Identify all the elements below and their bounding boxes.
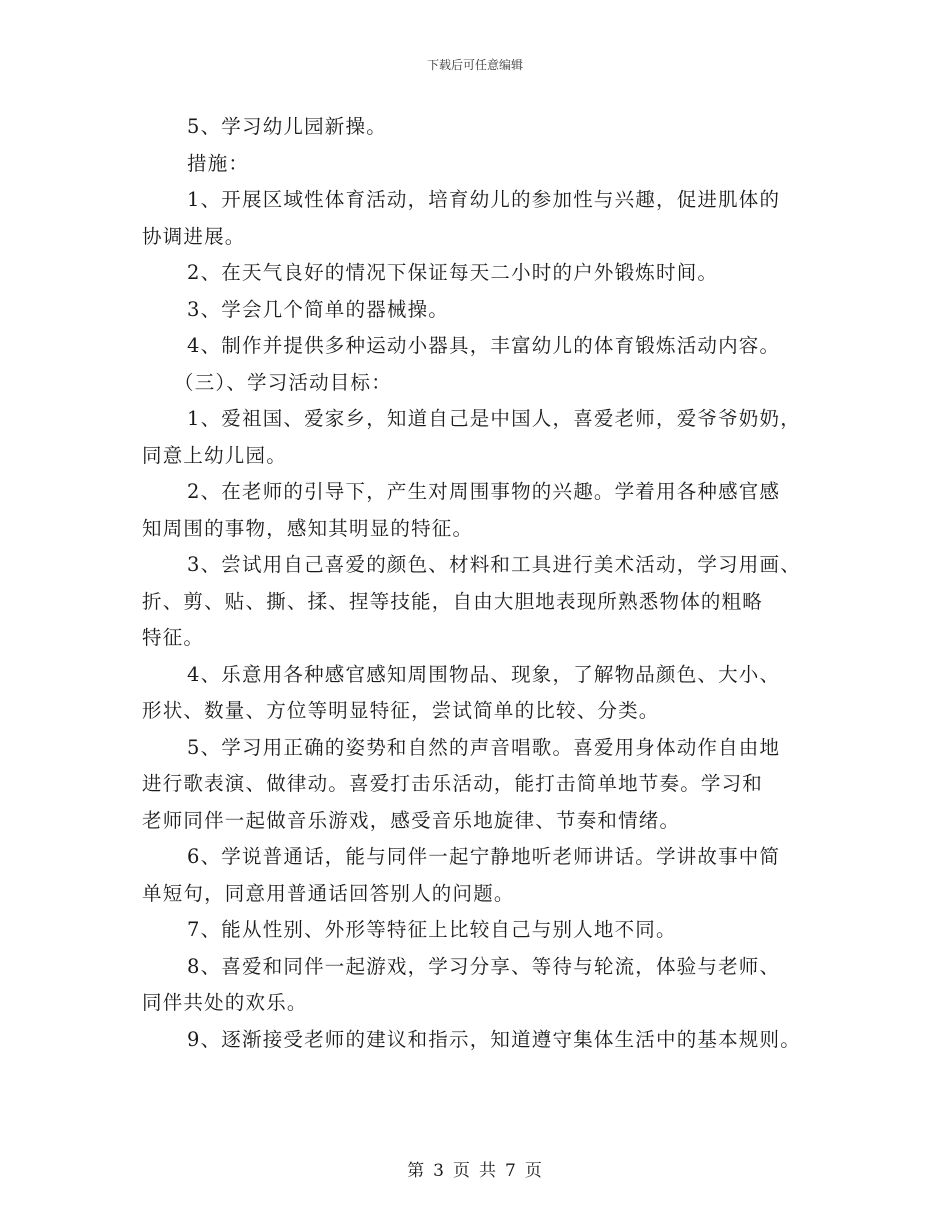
paragraph-line: 同伴共处的欢乐。	[142, 991, 308, 1014]
section-heading: （三）、学习活动目标：	[174, 370, 392, 394]
footer-gong: 共	[479, 1161, 497, 1181]
paragraph-line: 7、能从性别、外形等特征上比较自己与别人地不同。	[187, 918, 677, 941]
paragraph-line: 5、学习用正确的姿势和自然的声音唱歌。喜爱用身体动作自由地	[187, 735, 781, 759]
footer-ye2: 页	[524, 1161, 543, 1181]
footer-total-pages: 7	[505, 1161, 517, 1181]
paragraph-line: 8、喜爱和同伴一起游戏，学习分享、等待与轮流，体验与老师、	[187, 954, 781, 978]
paragraph-line: 3、学会几个简单的器械操。	[187, 297, 450, 321]
paragraph-line: 4、制作并提供多种运动小器具，丰富幼儿的体育锻炼活动内容。	[187, 334, 781, 357]
paragraph-line: 6、学说普通话，能与同伴一起宁静地听老师讲话。学讲故事中简	[187, 845, 781, 868]
paragraph-line: 1、开展区域性体育活动，培育幼儿的参加性与兴趣，促进肌体的	[187, 188, 781, 211]
paragraph-line: 4、乐意用各种感官感知周围物品、现象，了解物品颜色、大小、	[187, 662, 781, 686]
footer-ye: 页	[453, 1161, 471, 1181]
paragraph-line: 2、在老师的引导下，产生对周围事物的兴趣。学着用各种感官感	[187, 480, 781, 503]
paragraph-heading: 措施：	[187, 151, 250, 175]
paragraph-line: 特征。	[142, 626, 205, 649]
paragraph-line: 单短句，同意用普通话回答别人的问题。	[142, 881, 515, 905]
paragraph-line: 2、在天气良好的情况下保证每天二小时的户外锻炼时间。	[187, 261, 719, 284]
document-body	[142, 109, 832, 1058]
paragraph-line: 协调进展。	[142, 224, 246, 248]
page-header-note: 下载后可任意编辑	[426, 58, 523, 72]
paragraph-line: 进行歌表演、做律动。喜爱打击乐活动，能打击简单地节奏。学习和	[142, 772, 764, 795]
paragraph-line: 形状、数量、方位等明显特征，尝试简单的比较、分类。	[142, 699, 660, 722]
paragraph-line: 知周围的事物，感知其明显的特征。	[142, 516, 474, 540]
paragraph-line: 老师同伴一起做音乐游戏，感受音乐地旋律、节奏和情绪。	[142, 808, 681, 832]
paragraph-line: 1、爱祖国、爱家乡，知道自己是中国人，喜爱老师，爱爷爷奶奶，	[187, 407, 801, 430]
paragraph-line: 9、逐渐接受老师的建议和指示，知道遵守集体生活中的基本规则。	[187, 1027, 801, 1051]
footer-page-number: 3	[433, 1161, 445, 1181]
paragraph-line: 5、学习幼儿园新操。	[187, 115, 387, 138]
footer-di: 第	[407, 1161, 426, 1181]
paragraph-line: 同意上幼儿园。	[142, 443, 287, 467]
page-footer	[0, 1156, 950, 1181]
paragraph-line: 折、剪、贴、撕、揉、捏等技能，自由大胆地表现所熟悉物体的粗略	[142, 589, 764, 613]
paragraph-line: 3、尝试用自己喜爱的颜色、材料和工具进行美术活动，学习用画、	[187, 553, 801, 576]
